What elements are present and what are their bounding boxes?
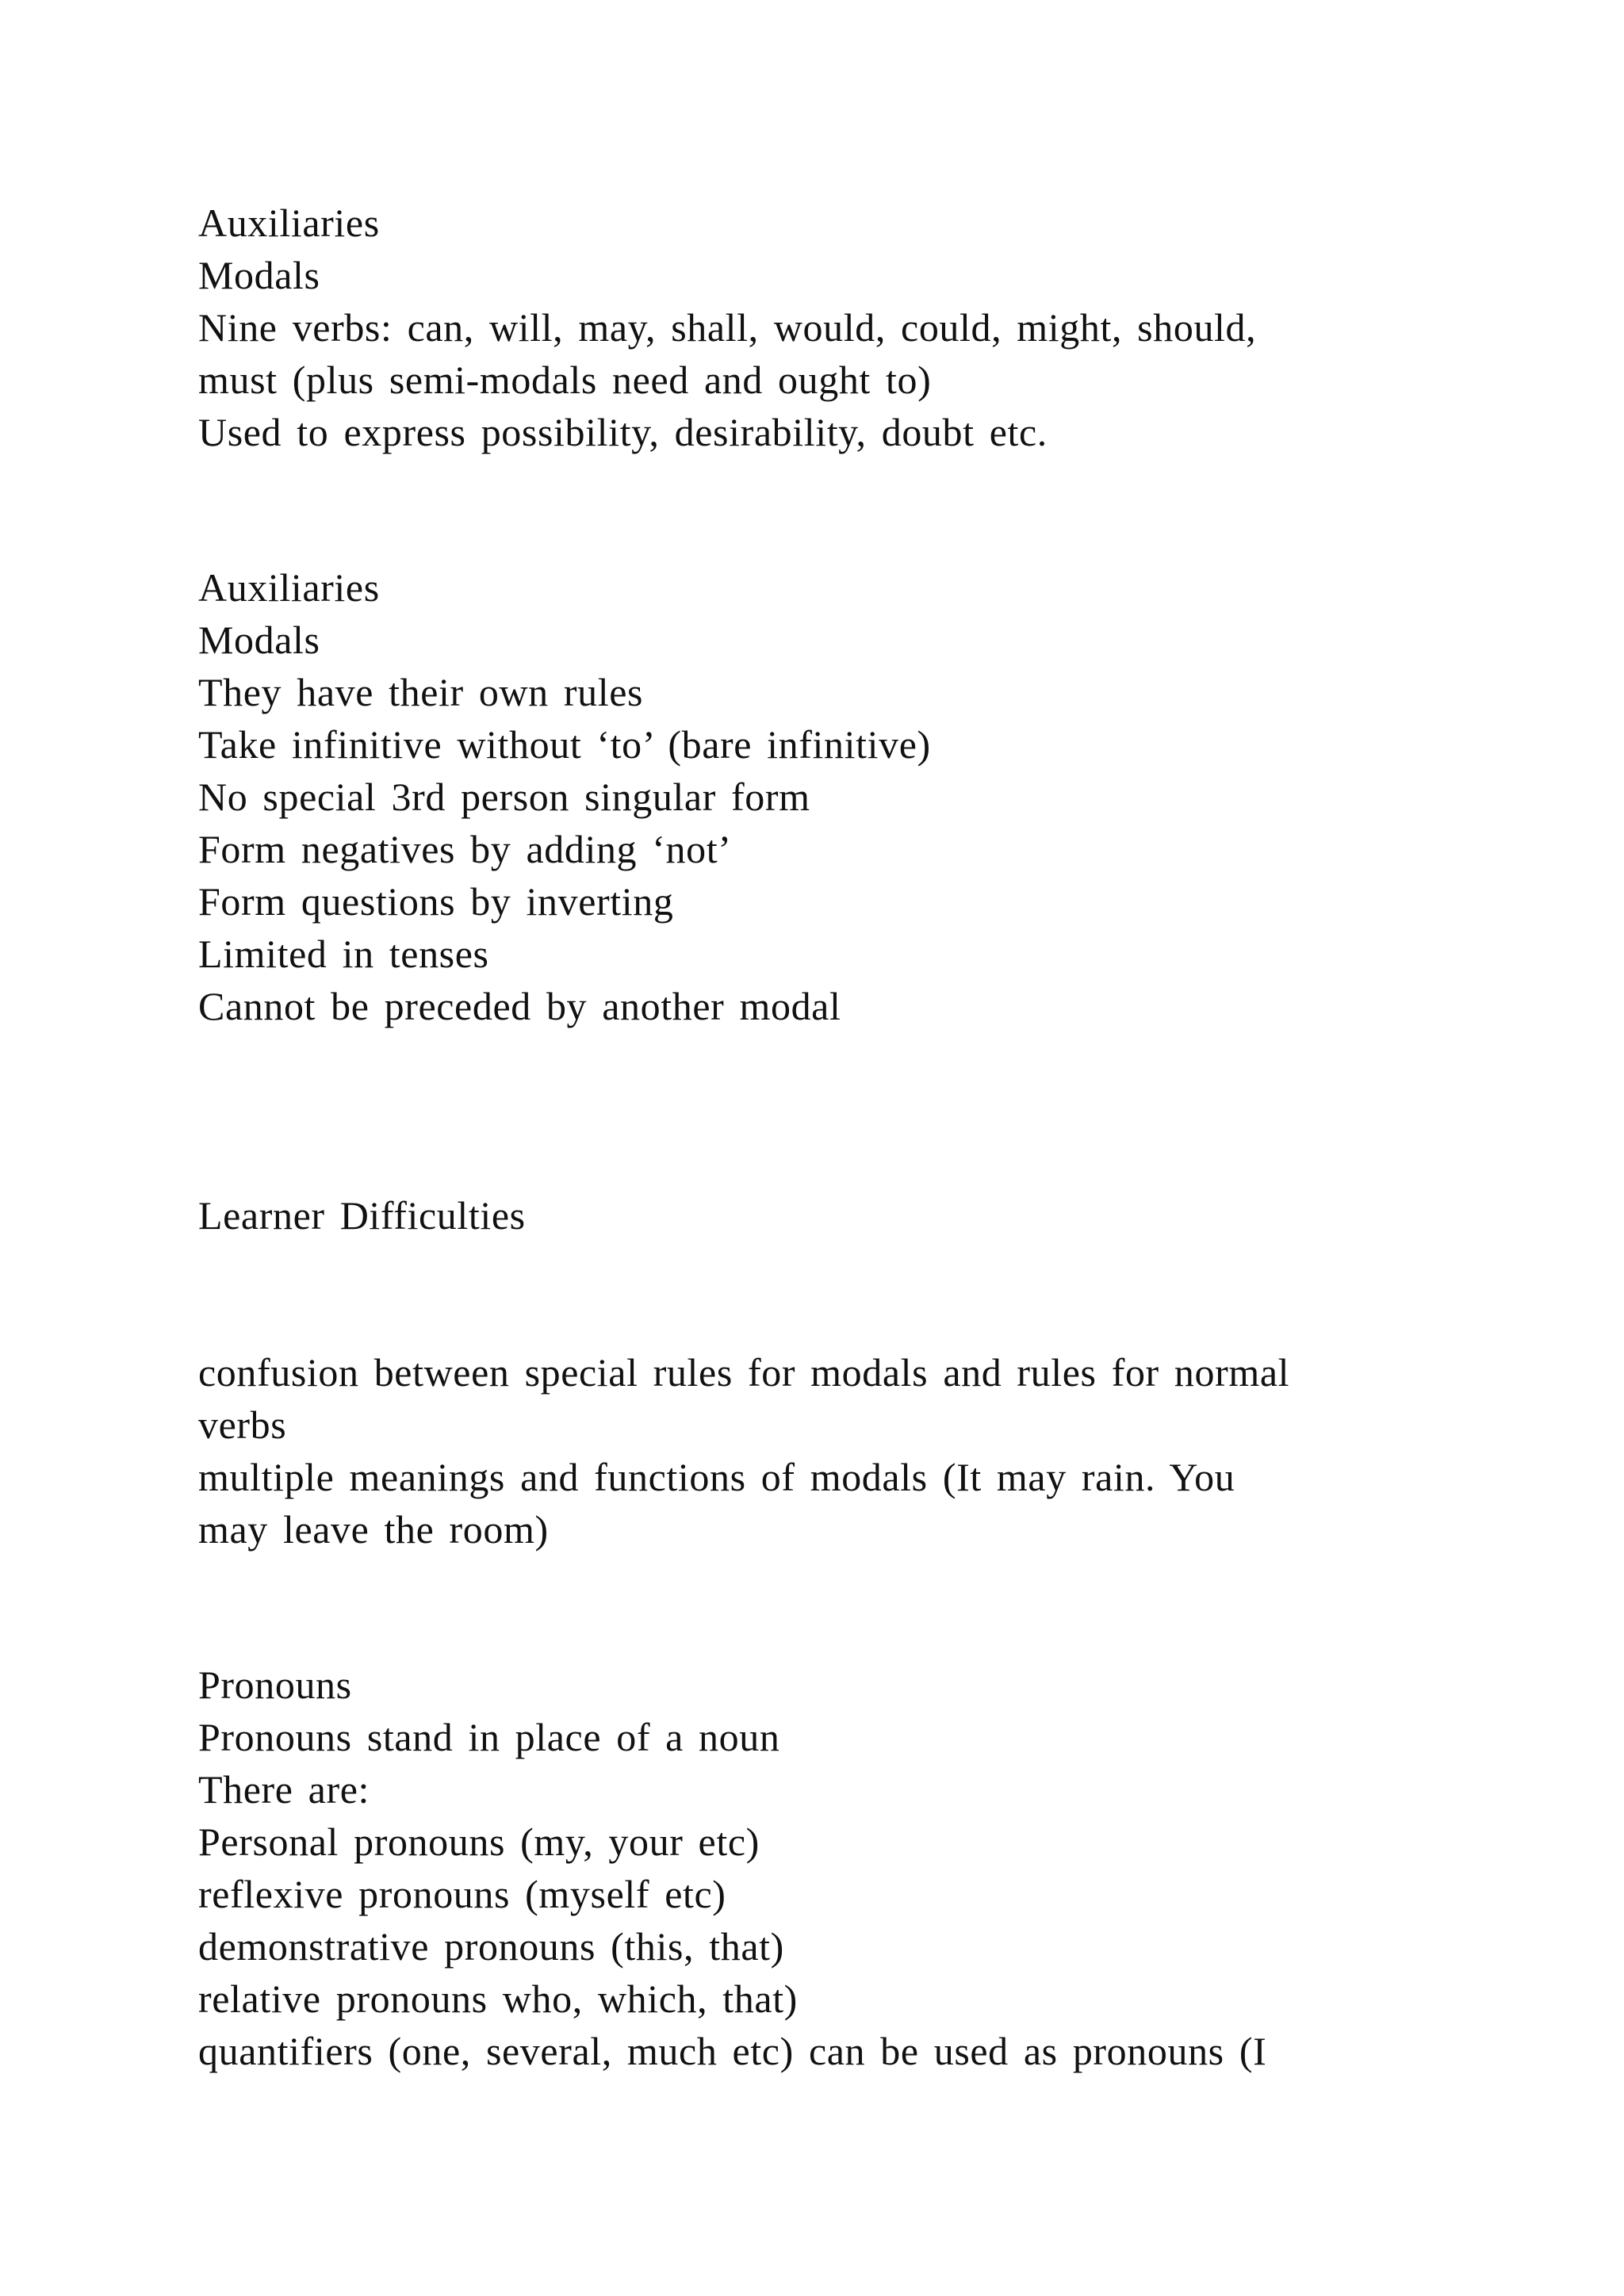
text-line: multiple meanings and functions of modals (It may rain. You [198,1455,1235,1499]
text-line: Form questions by inverting [198,879,674,924]
text-line: No special 3rd person singular form [198,775,810,819]
text-line: relative pronouns who, which, that) [198,1976,798,2021]
section-subheading: Modals [198,618,320,662]
text-line: may leave the room) [198,1507,549,1552]
text-line: Pronouns stand in place of a noun [198,1715,780,1759]
text-line: Take infinitive without ‘to’ (bare infinitive) [198,722,931,767]
section-heading: Learner Difficulties [198,1193,526,1238]
text-line: must (plus semi-modals need and ought to) [198,358,932,402]
text-line: Nine verbs: can, will, may, shall, would, could, might, should, [198,305,1257,350]
text-line: Cannot be preceded by another modal [198,984,841,1028]
section-subheading: Modals [198,253,320,297]
section-heading: Pronouns [198,1663,352,1707]
section-heading: Auxiliaries [198,201,380,245]
text-line: demonstrative pronouns (this, that) [198,1924,784,1969]
section-heading: Auxiliaries [198,565,380,610]
text-line: Limited in tenses [198,932,489,976]
text-line: They have their own rules [198,670,644,714]
text-line: quantifiers (one, several, much etc) can be used as pronouns (I [198,2029,1267,2073]
text-line: There are: [198,1767,370,1812]
text-line: Form negatives by adding ‘not’ [198,827,732,871]
text-line: Personal pronouns (my, your etc) [198,1820,760,1864]
text-line: reflexive pronouns (myself etc) [198,1872,726,1916]
text-line: Used to express possibility, desirability, doubt etc. [198,410,1048,454]
text-line: verbs [198,1402,287,1447]
text-line: confusion between special rules for modals and rules for normal [198,1350,1290,1395]
